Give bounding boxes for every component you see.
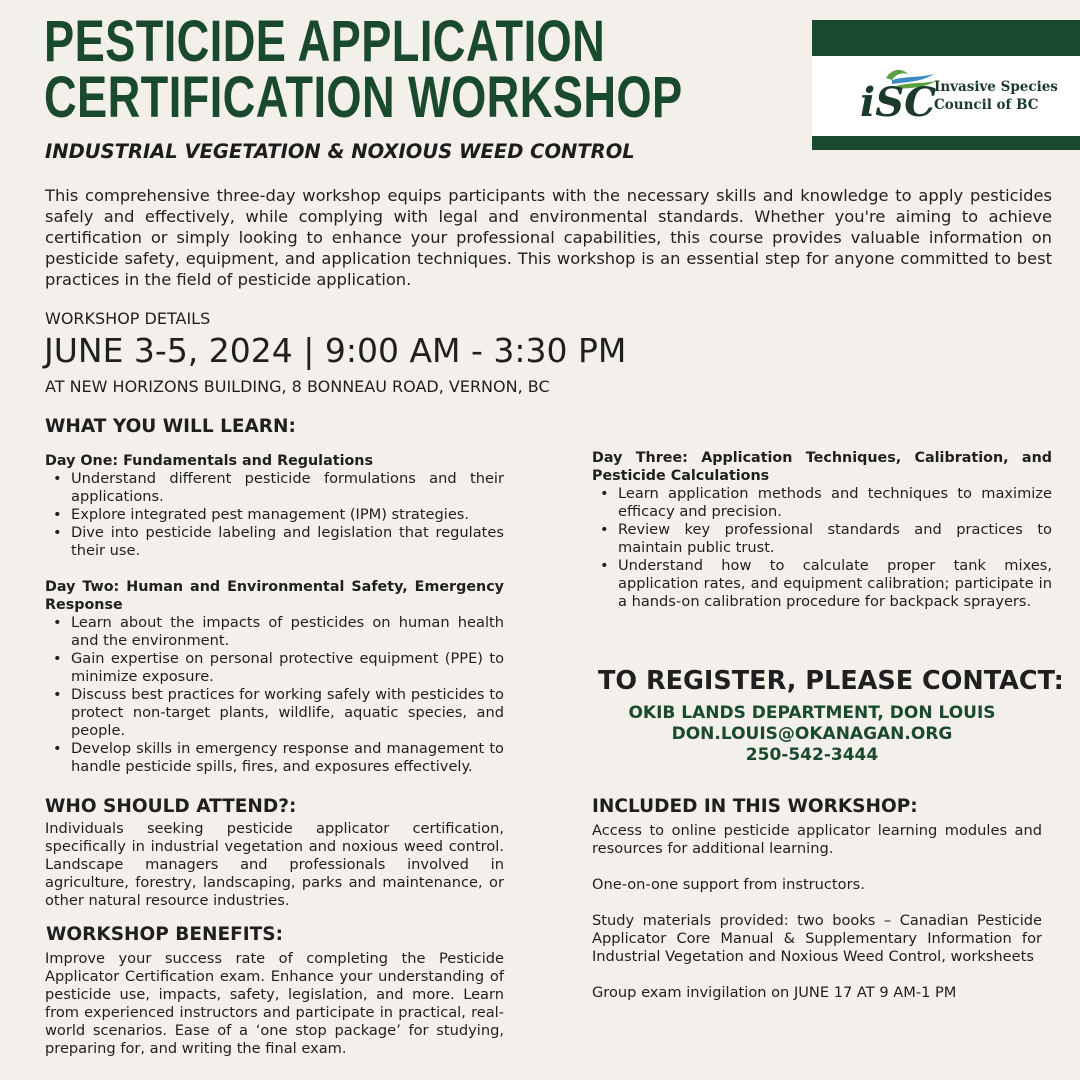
list-item: • Gain expertise on personal protective equipment (PPE) to minimize exposure. <box>71 650 504 686</box>
attend-text: Individuals seeking pesticide applicator certification, specifically in industrial vegetation and noxious weed control. Landscape managers and professionals involved in agriculture, forestry, landscaping, parks and maintenance, or other natural resource industries. <box>45 820 504 909</box>
logo-panel <box>812 56 1080 136</box>
list-item: • Learn about the impacts of pesticides on human health and the environment. <box>71 614 504 650</box>
day-three-list <box>592 485 1052 611</box>
location: AT NEW HORIZONS BUILDING, 8 BONNEAU ROAD, VERNON, BC <box>45 377 550 396</box>
list-item: • Review key professional standards and practices to maintain public trust. <box>618 521 1052 557</box>
intro-paragraph: This comprehensive three-day workshop equips participants with the necessary skills and knowledge to apply pesticides safely and effectively, while complying with legal and environmental standards. Whether you're aiming to achieve certification or simply looking to enhance your professional capabilities, this course provides valuable information on pesticide safety, equipment, and application techniques. This workshop is an essential step for anyone committed to best practices in the field of pesticide application. <box>45 186 1052 289</box>
logo-wordmark <box>934 78 1058 114</box>
list-item: • Understand different pesticide formulations and their applications. <box>71 470 504 506</box>
register-phone[interactable]: 250-542-3444 <box>745 745 879 765</box>
day-two-section <box>45 578 504 776</box>
benefits-text: Improve your success rate of completing the Pesticide Applicator Certification exam. Enhance your understanding of pesticide use, impacts, safety, legislation, and more. Learn from experienced instructors and participate in practical, real-world scenarios. Ease of a ‘one stop package’ for studying, preparing for, and writing the final exam. <box>45 950 504 1057</box>
subtitle: INDUSTRIAL VEGETATION & NOXIOUS WEED CONTROL <box>45 140 635 163</box>
included-section <box>592 822 1042 1020</box>
included-heading: INCLUDED IN THIS WORKSHOP: <box>592 796 918 817</box>
attend-section <box>45 820 504 910</box>
included-item: One-on-one support from instructors. <box>592 876 865 893</box>
benefits-section <box>45 950 504 1058</box>
day-three-section <box>592 449 1052 611</box>
day-one-list <box>45 470 504 560</box>
page-title <box>44 9 683 130</box>
isc-logo <box>812 20 1080 150</box>
register-contact: OKIB LANDS DEPARTMENT, DON LOUIS <box>628 703 996 723</box>
svg-text:iSC: iSC <box>860 79 936 126</box>
learn-heading: WHAT YOU WILL LEARN: <box>45 416 296 437</box>
register-contact-block <box>592 703 1032 766</box>
list-item: • Understand how to calculate proper tank mixes, application rates, and equipment calibration; participate in a hands-on calibration procedure for backpack sprayers. <box>618 557 1052 611</box>
title-line-1: PESTICIDE APPLICATION <box>44 9 606 74</box>
logo-line-1: Invasive Species <box>934 79 1058 95</box>
register-heading: TO REGISTER, PLEASE CONTACT: <box>598 666 1064 696</box>
day-three-title: Day Three: Application Techniques, Calibration, and Pesticide Calculations <box>592 450 1052 484</box>
benefits-heading: WORKSHOP BENEFITS: <box>46 924 283 945</box>
register-email[interactable]: DON.LOUIS@OKANAGAN.ORG <box>671 724 953 744</box>
logo-line-2: Council of BC <box>934 97 1039 113</box>
isc-logo-mark <box>856 64 936 128</box>
day-two-title: Day Two: Human and Environmental Safety, Emergency Response <box>45 579 504 613</box>
list-item: • Dive into pesticide labeling and legislation that regulates their use. <box>71 524 504 560</box>
list-item: • Explore integrated pest management (IPM) strategies. <box>71 506 504 524</box>
title-line-2: CERTIFICATION WORKSHOP <box>44 65 683 130</box>
included-item: Group exam invigilation on JUNE 17 AT 9 AM-1 PM <box>592 984 957 1001</box>
list-item: • Discuss best practices for working safely with pesticides to protect non-target plants, wildlife, aquatic species, and people. <box>71 686 504 740</box>
date-time: JUNE 3-5, 2024 | 9:00 AM - 3:30 PM <box>44 331 627 370</box>
day-one-title: Day One: Fundamentals and Regulations <box>45 453 373 469</box>
list-item: • Learn application methods and techniques to maximize efficacy and precision. <box>618 485 1052 521</box>
attend-heading: WHO SHOULD ATTEND?: <box>45 796 297 817</box>
details-label: WORKSHOP DETAILS <box>45 309 211 328</box>
day-one-section <box>45 452 504 560</box>
day-two-list <box>45 614 504 776</box>
list-item: • Develop skills in emergency response and management to handle pesticide spills, fires, and exposures effectively. <box>71 740 504 776</box>
included-item: Access to online pesticide applicator learning modules and resources for additional learning. <box>592 822 1042 857</box>
included-item: Study materials provided: two books – Canadian Pesticide Applicator Core Manual & Supplementary Information for Industrial Vegetation and Noxious Weed Control, worksheets <box>592 912 1042 965</box>
